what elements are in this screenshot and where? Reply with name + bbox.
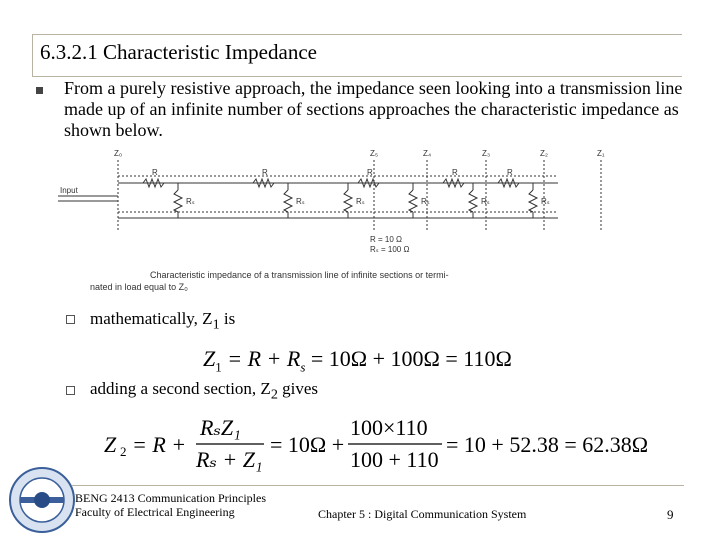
eq2-frac2-den: 100 + 110 [350,447,439,472]
eq2-frac2-num: 100×110 [350,415,428,440]
eq2-10-term: = 10Ω + [270,432,345,457]
shunt-rs-label: Rₛ [356,197,365,206]
z-label-1: Z₁ [597,149,605,158]
series-r-label: R [507,168,513,177]
equation-z1: $Z_1 = R + R_s = 10\Omega + 100\Omega = 110\Omega$ [203,346,512,375]
slide-title: 6.3.2.1 Characteristic Impedance [40,40,317,64]
series-r-label: R [452,168,458,177]
shunt-rs-label: Rₛ [296,197,305,206]
footer-line [72,485,684,486]
shunt-rs-label: Rₛ [186,197,195,206]
eq2-frac1-den: Rₛ + Z₁ [196,447,263,472]
series-r-label: R [367,168,373,177]
z-label-2: Z₂ [540,149,548,158]
series-r-label: R [262,168,268,177]
equation-z2 [104,415,674,473]
shunt-rs-label: Rₛ [421,197,430,206]
z-label-3: Z₃ [482,149,491,158]
university-seal-icon [6,466,78,534]
series-r-label: R [152,168,158,177]
ladder-network-figure [58,146,605,298]
shunt-rs-label: Rₛ [481,197,490,206]
footer-course: BENG 2413 Communication Principles [75,491,266,505]
intro-paragraph: From a purely resistive approach, the impedance seen looking into a transmission line made up of an infinite number of sections approaches the characteristic impedance as shown below. [64,78,683,140]
z-label-5: Z₅ [370,149,379,158]
eq2-result: = 10 + 52.38 = 62.38Ω [446,432,649,457]
figure-caption-line1: Characteristic impedance of a transmission line of infinite sections or termi- [150,270,449,280]
eq2-r-term: = R + [132,432,187,457]
value-r: R = 10 Ω [370,235,402,244]
circuit-input-label: Input [60,186,78,195]
footer-course-info [75,491,266,519]
z-label-4: Z₄ [423,149,432,158]
value-rs: Rₛ = 100 Ω [370,245,410,254]
title-frame-top [32,34,682,35]
eq2-lhs-sub: 2 [120,444,127,459]
figure-caption-line2: nated in load equal to Z₀ [90,282,188,292]
title-frame-left [32,34,33,76]
sub-bullet-icon [66,315,75,324]
bullet-square-icon [36,87,43,94]
sub-bullet-icon [66,386,75,395]
footer-chapter: Chapter 5 : Digital Communication System [318,507,527,521]
shunt-rs-label: Rₛ [541,197,550,206]
z-label-0: Z₀ [114,149,123,158]
eq2-lhs: Z [104,432,117,457]
item-second-section: adding a second section, $Z_2$ gives [90,379,319,403]
item-mathematically: mathematically, $Z_1$ is [90,309,236,333]
footer-faculty: Faculty of Electrical Engineering [75,505,235,519]
title-underline [32,76,682,77]
page-number: 9 [667,507,674,522]
eq2-frac1-num: RₛZ₁ [200,415,241,440]
